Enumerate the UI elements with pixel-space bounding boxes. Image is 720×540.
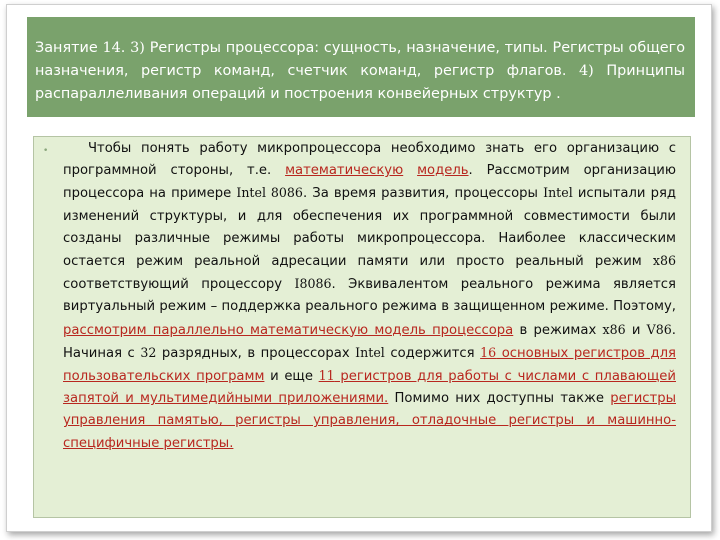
text-segment: разрядных, в процессорах — [156, 345, 356, 361]
slide-title — [27, 17, 695, 117]
body-paragraph — [63, 137, 676, 455]
text-segment: . Рассмотрим организацию процессора на примере — [63, 163, 676, 202]
title-part-1: Занятие — [35, 40, 103, 56]
text-segment: Помимо них доступны также — [388, 391, 611, 407]
title-number-1: 14. 3) — [102, 40, 145, 56]
title-number-2: 4) — [579, 63, 594, 79]
mode-name: x86 — [652, 253, 676, 269]
text-segment: . За время развития, процессоры — [302, 186, 544, 202]
text-segment: в режимах — [513, 322, 603, 338]
mode-name: x86 — [602, 321, 626, 337]
text-segment: . Эквивалентом реального режима является виртуальный режим – поддержка реального режима в защищенном режиме. Поэтому, — [63, 277, 676, 315]
brand-name: Intel — [355, 344, 385, 360]
highlight-math-term: математическую — [285, 163, 404, 179]
highlight-model-term: модель — [417, 163, 469, 179]
bullet-icon: • — [43, 146, 49, 156]
text-segment: и — [625, 322, 647, 338]
text-segment: соответствующий процессору — [63, 277, 295, 293]
content-box — [33, 136, 691, 518]
title-part-2: Регистры процессора: сущность, назначение, типы. Регистры общего назначения, регистр команд, счетчик команд, регистр флагов. — [35, 40, 685, 79]
processor-name: Intel 8086 — [236, 185, 303, 201]
bit-count: 32 — [140, 344, 157, 360]
text-segment — [403, 163, 417, 178]
text-segment: . Начиная с — [63, 322, 676, 361]
title-part-3: Принципы распараллеливания операций и построения конвейерных структур . — [35, 63, 685, 102]
mode-name: V86 — [646, 321, 672, 337]
highlight-system-registers: регистры управления памятью, регистры управления, отладочные регистры и машинно-специфичные регистры. — [63, 391, 676, 451]
brand-name: Intel — [543, 185, 573, 201]
highlight-model-phrase: рассмотрим параллельно математическую модель процессора — [63, 322, 514, 338]
highlight-user-registers: основных регистров для пользовательских программ — [63, 345, 676, 385]
processor-name: I8086 — [294, 276, 332, 292]
text-segment: содержится — [384, 345, 481, 361]
highlight-fpu-registers: регистров для работы с числами с плавающей запятой и мультимедийными приложениями. — [63, 369, 676, 407]
register-count: 11 — [318, 368, 335, 384]
text-segment: и еще — [264, 369, 319, 385]
text-segment: испытали ряд изменений структуры, и для обеспечения их программной совместимости были созданы различные режимы работы микропроцессора. Наиболее классическим остается режим реальной адресации памяти или просто реальный режим — [63, 186, 677, 270]
register-count: 16 — [480, 344, 497, 360]
text-segment: Чтобы понять работу микропроцессора необходимо знать его организацию с программной стороны, т.е. — [63, 141, 676, 179]
